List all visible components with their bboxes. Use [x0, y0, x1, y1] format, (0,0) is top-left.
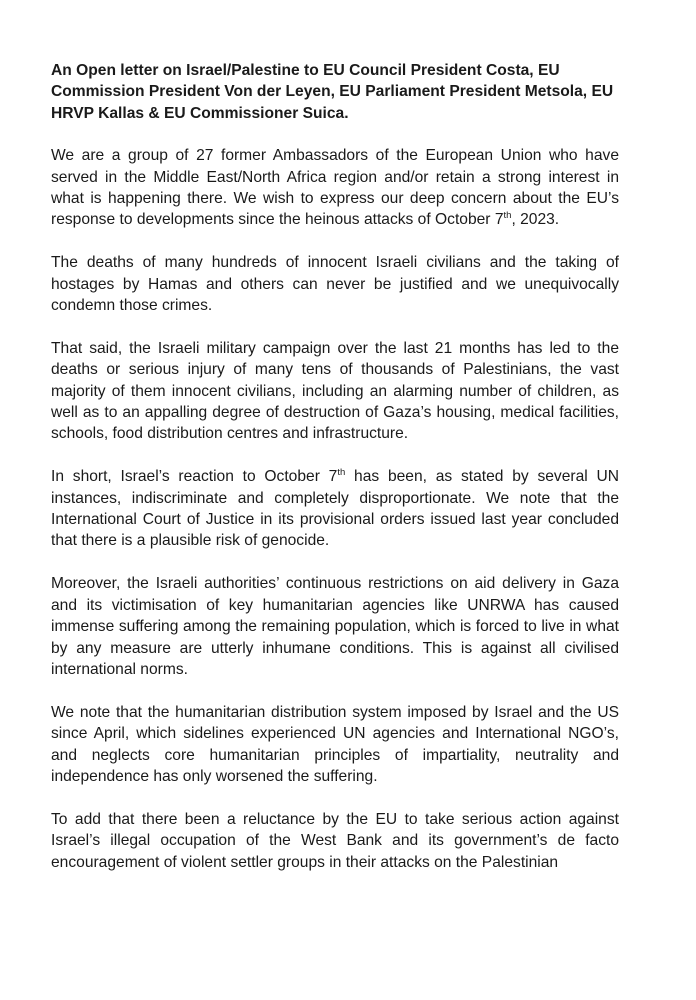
letter-title: An Open letter on Israel/Palestine to EU Council President Costa, EU Commission President Von der Leyen, EU Parliament President Metsola, EU HRVP Kallas & EU Commissioner Suica. — [51, 62, 614, 122]
paragraph-4 — [51, 466, 619, 552]
ordinal-suffix: th — [337, 467, 346, 479]
paragraph-3: That said, the Israeli military campaign over the last 21 months has led to the deaths or serious injury of many tens of thousands of Palestinians, the vast majority of them innocent civilians, including an alarming number of children, as well as to an appalling degree of destruction of Gaza’s housing, medical facilities, schools, food distribution centres and infrastructure. — [51, 339, 619, 443]
paragraph-7: To add that there been a reluctance by the EU to take serious action against Israel’s illegal occupation of the West Bank and its government’s de facto encouragement of violent settler groups in their attacks on the Palestinian — [51, 810, 619, 871]
paragraph-1 — [51, 145, 619, 231]
paragraph-6: We note that the humanitarian distribution system imposed by Israel and the US since April, which sidelines experienced UN agencies and International NGO’s, and neglects core humanitarian principles of impartiality, neutrality and independence has only worsened the suffering. — [51, 703, 619, 785]
ordinal-suffix: th — [503, 210, 512, 222]
paragraph-5: Moreover, the Israeli authorities’ continuous restrictions on aid delivery in Gaza and its victimisation of key humanitarian agencies like UNRWA has caused immense suffering among the remaining population, which is forced to live in what by any measure are utterly inhumane conditions. This is against all civilised international norms. — [51, 575, 619, 678]
paragraph-1-text-end: , 2023. — [511, 211, 560, 229]
paragraph-2: The deaths of many hundreds of innocent Israeli civilians and the taking of hostages by Hamas and others can never be justified and we unequivocally condemn those crimes. — [51, 254, 619, 315]
letter-page — [51, 60, 619, 894]
paragraph-1-text: We are a group of 27 former Ambassadors of the European Union who have served in the Middle East/North Africa region and/or retain a strong interest in what is happening there. We wish to express our deep concern about the EU’s response to developments since the heinous attacks of October 7 — [51, 147, 619, 229]
paragraph-4-text: In short, Israel’s reaction to October 7 — [51, 468, 338, 486]
paragraph-4-text-end: has been, as stated by several UN instances, indiscriminate and completely disproportionate. We note that the International Court of Justice in its provisional orders issued last year concluded that there is a plausible risk of genocide. — [51, 468, 620, 550]
